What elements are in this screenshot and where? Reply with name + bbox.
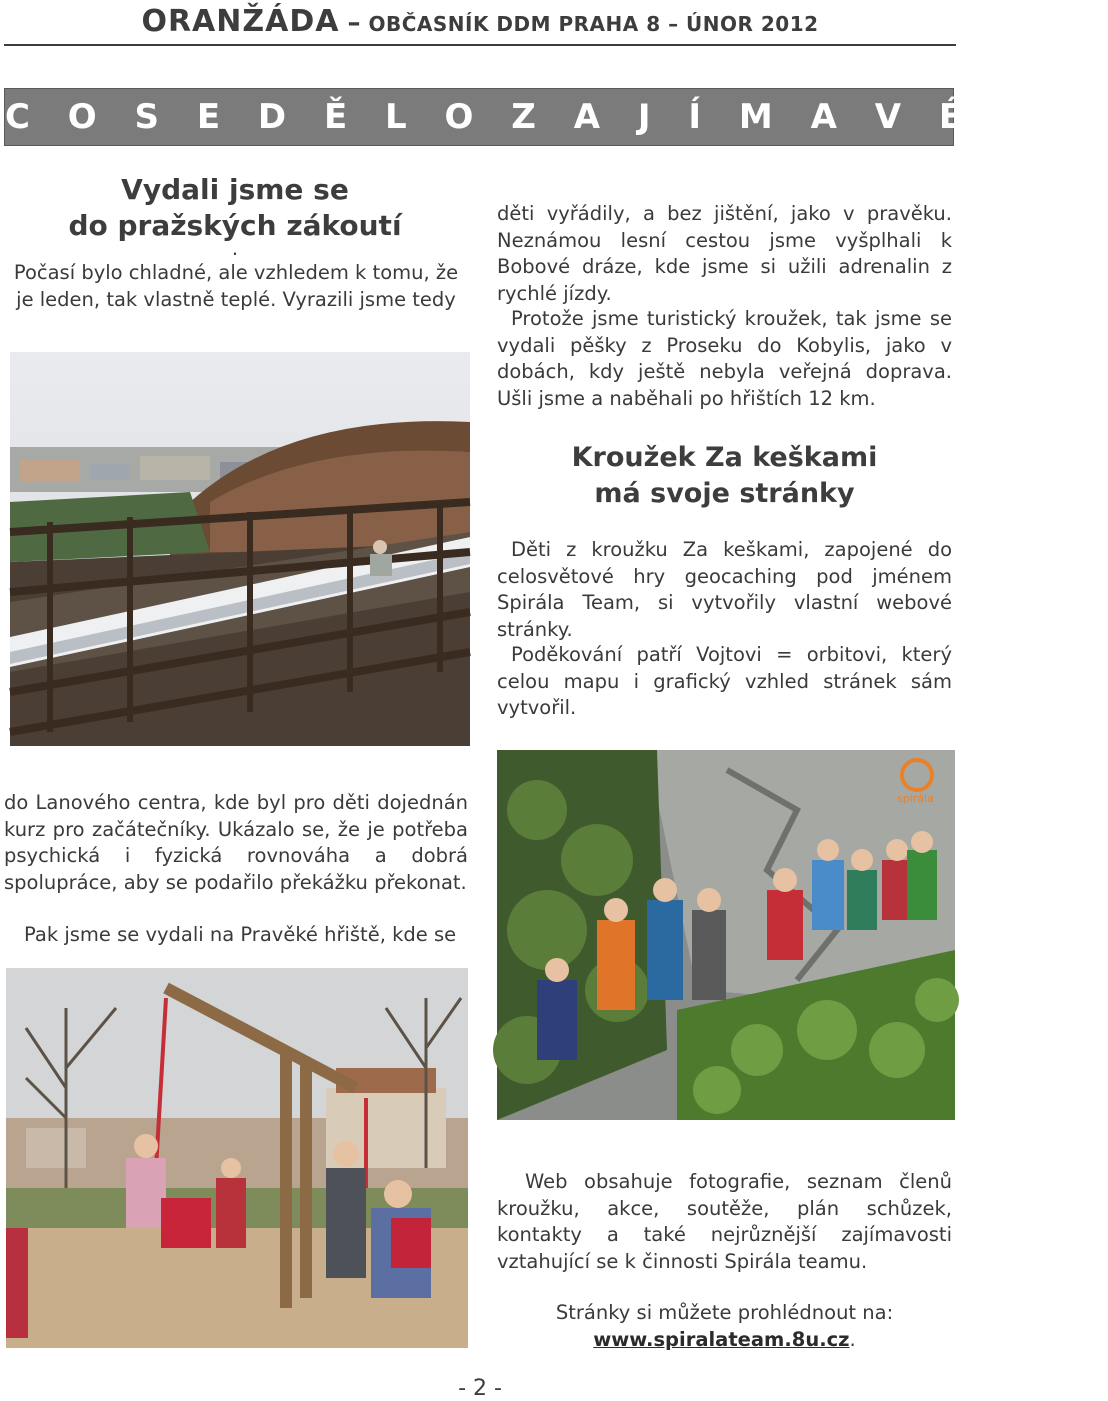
spirala-watermark-text: spirála	[897, 792, 934, 805]
article2-link-line	[497, 1327, 952, 1354]
article2-p4: Stránky si můžete prohlédnout na:	[555, 1301, 894, 1324]
article1-right-p1: děti vyřádily, a bez jištění, jako v pravěku. Neznámou lesní cestou jsme vyšplhali k Bobové dráze, kde jsme si užili adrenalin z rychlé jízdy.	[497, 202, 952, 305]
masthead	[0, 0, 960, 46]
article1-heading-line1: Vydali jsme se	[121, 173, 349, 206]
photo-prehistoric-playground	[6, 968, 468, 1348]
section-banner	[4, 88, 1108, 146]
masthead-line	[0, 4, 960, 39]
article1-intro: Počasí bylo chladné, ale vzhledem k tomu, že je leden, tak vlastně teplé. Vyrazili jsme tedy	[13, 261, 459, 311]
article1-heading-line2: do pražských zákoutí	[68, 209, 402, 242]
article1-heading	[60, 172, 410, 244]
article2-heading-line1: Kroužek Za keškami	[571, 442, 878, 473]
newsletter-subtitle: OBČASNÍK DDM PRAHA 8 – ÚNOR 2012	[368, 12, 819, 36]
header-rule	[4, 44, 956, 46]
photo-bobsleigh-track	[10, 352, 470, 746]
article2-p2: Poděkování patří Vojtovi = orbitovi, který celou mapu i grafický vzhled stránek sám vytvořil.	[497, 643, 952, 719]
section-banner-text: C O S E D Ě L O Z A J Í M A V É H O	[5, 97, 1108, 137]
article2-p1: Děti z kroužku Za keškami, zapojené do celosvětové hry geocaching pod jménem Spirála Team, si vytvořily vlastní webové stránky.	[497, 538, 952, 641]
article2-heading	[497, 440, 952, 512]
article1-left-p1: do Lanového centra, kde byl pro děti dojednán kurz pro začátečníky. Ukázalo se, že je potřeba psychická i fyzická rovnováha a dobrá spolupráce, aby se podařilo překážku překonat.	[4, 791, 468, 894]
stray-dot: .	[231, 237, 239, 260]
photo-group-rock-wall	[497, 750, 955, 1120]
article1-left-p2: Pak jsme se vydali na Pravěké hřiště, kde se	[24, 923, 457, 946]
masthead-separator: –	[347, 8, 361, 38]
newsletter-title: ORANŽÁDA	[141, 4, 340, 39]
article1-right-p2: Protože jsme turistický kroužek, tak jsme se vydali pěšky z Proseku do Kobylis, jako v dobách, kdy ještě nebyla veřejná doprava. Ušli jsme a naběhali po hřištích 12 km.	[497, 307, 952, 410]
article2-heading-line2: má svoje stránky	[594, 478, 855, 509]
spiralateam-website-link[interactable]: www.spiralateam.8u.cz	[593, 1328, 850, 1351]
link-suffix: .	[849, 1328, 856, 1351]
page-number: - 2 -	[458, 1376, 502, 1401]
article2-p3: Web obsahuje fotografie, seznam členů kroužku, akce, soutěže, plán schůzek, kontakty a také nejrůznější zajímavosti vztahující se k činnosti Spirála teamu.	[497, 1170, 952, 1273]
